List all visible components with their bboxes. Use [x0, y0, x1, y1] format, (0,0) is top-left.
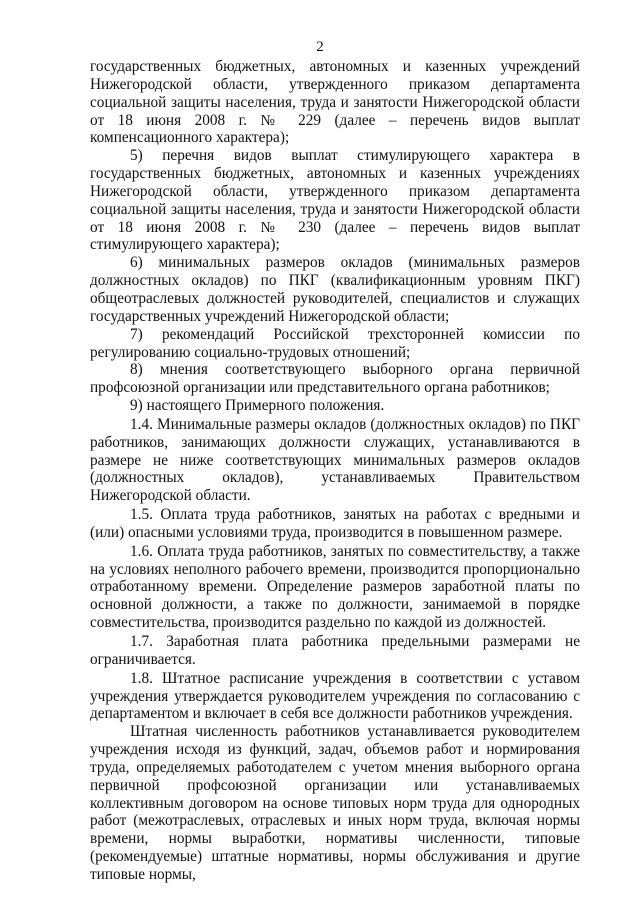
paragraph-item-6: 6) минимальных размеров окладов (минимальных размеров должностных окладов) по ПКГ (квалификационным уровням ПКГ) общеотраслевых должностей руководителей, специалистов и служащих государственных учреждений Нижегородской области;	[90, 254, 580, 325]
paragraph-item-8: 8) мнения соответствующего выборного органа первичной профсоюзной организации или представительного органа работников;	[90, 361, 580, 397]
paragraph-continuation: государственных бюджетных, автономных и казенных учреждений Нижегородской области, утвержденного приказом департамента социальной защиты населения, труда и занятости Нижегородской области от 18 июня 2008 г. № 229 (далее – перечень видов выплат компенсационного характера);	[90, 58, 580, 147]
paragraph-1-8: 1.8. Штатное расписание учреждения в соответствии с уставом учреждения утверждается руководителем учреждения по согласованию с департаментом и включает в себя все должности работников учреждения.	[90, 669, 580, 723]
paragraph-item-5: 5) перечня видов выплат стимулирующего характера в государственных бюджетных, автономных и казенных учреждениях Нижегородской области, утвержденного приказом департамента социальной защиты населения, труда и занятости Нижегородской области от 18 июня 2008 г. № 230 (далее – перечень видов выплат стимулирующего характера);	[90, 147, 580, 254]
paragraph-1-5: 1.5. Оплата труда работников, занятых на работах с вредными и (или) опасными условиями труда, производится в повышенном размере.	[90, 506, 580, 541]
paragraph-1-7: 1.7. Заработная плата работника предельными размерами не ограничивается.	[90, 633, 580, 668]
document-body	[90, 58, 580, 884]
paragraph-1-6: 1.6. Оплата труда работников, занятых по совместительству, а также на условиях неполного рабочего времени, производится пропорционально отработанному времени. Определение размеров заработной платы по основной должности, а также по должности, занимаемой в порядке совместительства, производится раздельно по каждой из должностей.	[90, 542, 580, 632]
paragraph-item-7: 7) рекомендаций Российской трехсторонней комиссии по регулированию социально-трудовых отношений;	[90, 325, 580, 361]
paragraph-staff-count: Штатная численность работников устанавливается руководителем учреждения исходя из функций, задач, объемов работ и нормирования труда, определяемых работодателем с учетом мнения выборного органа первичной профсоюзной организации или устанавливаемых коллективным договором на основе типовых норм труда для однородных работ (межотраслевых, отраслевых и иных норм труда, включая нормы времени, нормы выработки, нормативы численности, типовые (рекомендуемые) штатные нормативы, нормы обслуживания и другие типовые нормы,	[90, 723, 580, 883]
page-number: 2	[316, 39, 324, 55]
paragraph-1-4: 1.4. Минимальные размеры окладов (должностных окладов) по ПКГ работников, занимающих должности служащих, устанавливаются в размере не ниже соответствующих минимальных размеров окладов (должностных окладов), устанавливаемых Правительством Нижегородской области.	[90, 415, 580, 505]
paragraph-item-9: 9) настоящего Примерного положения.	[130, 397, 385, 415]
